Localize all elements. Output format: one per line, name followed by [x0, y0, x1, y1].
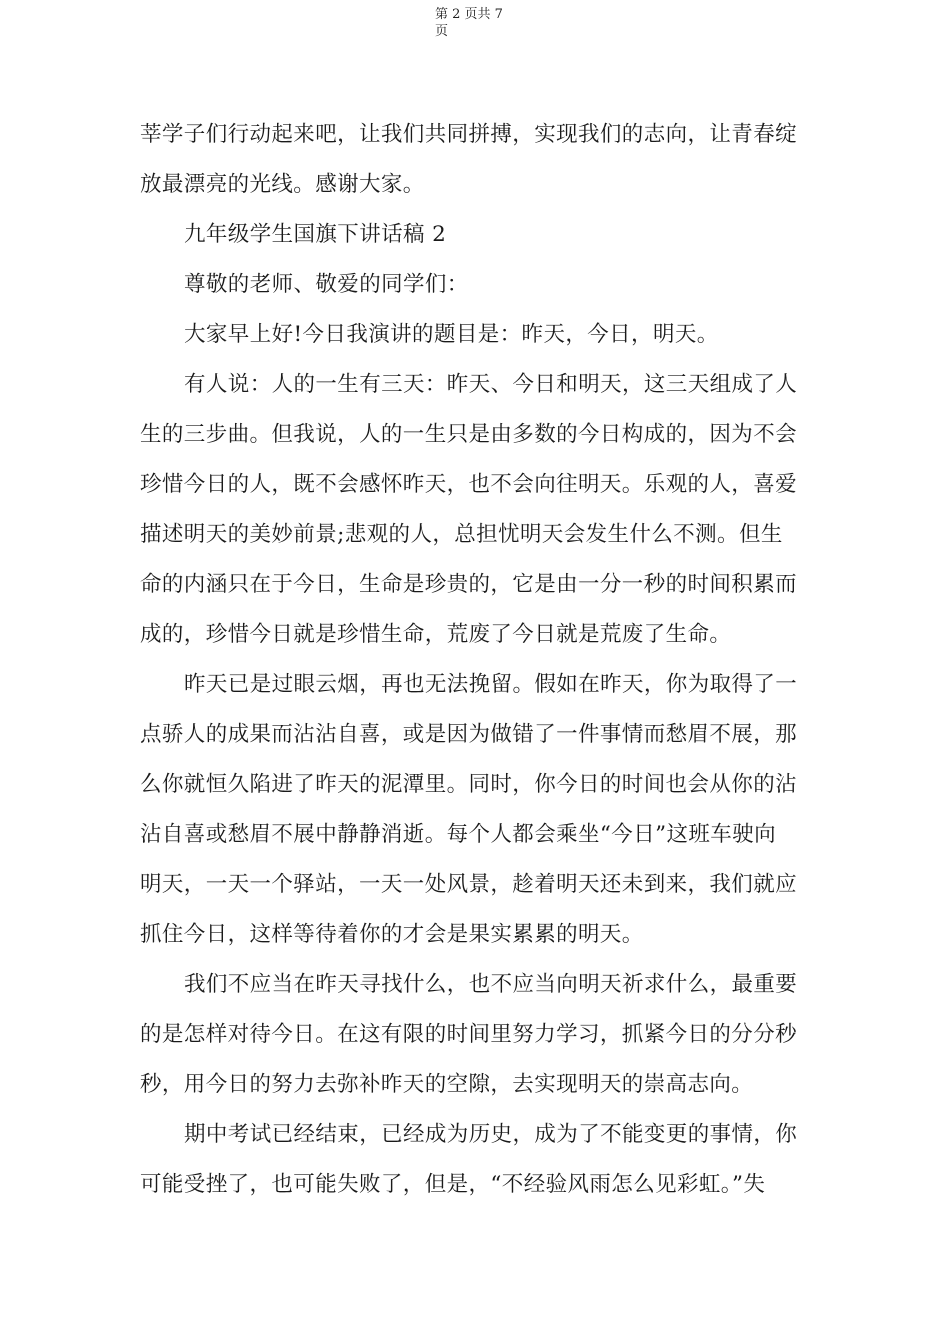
- paragraph-start: 期中考试已经结束，已经成为历史，成为了不能变更的事情，你: [184, 1122, 798, 1147]
- text-line: 描述明天的美妙前景;悲观的人，总担忧明天会发生什么不测。但生: [140, 522, 783, 547]
- paragraph-start: 我们不应当在昨天寻找什么，也不应当向明天祈求什么，最重要: [184, 972, 798, 997]
- paragraph-start: 昨天已是过眼云烟，再也无法挽留。假如在昨天，你为取得了一: [184, 672, 798, 697]
- text-line: 点骄人的成果而沾沾自喜，或是因为做错了一件事情而愁眉不展，那: [140, 722, 798, 747]
- text-line: 命的内涵只在于今日，生命是珍贵的，它是由一分一秒的时间积累而: [140, 572, 798, 597]
- text-line: 放最漂亮的光线。感谢大家。: [140, 172, 425, 197]
- page-indicator-line2: 页: [435, 24, 449, 39]
- text-line: 成的，珍惜今日就是珍惜生命，荒废了今日就是荒废了生命。: [140, 622, 732, 647]
- text-line: 明天，一天一个驿站，一天一处风景，趁着明天还未到来，我们就应: [140, 872, 798, 897]
- text-line: 可能受挫了，也可能失败了，但是，“不经验风雨怎么见彩虹。”失: [140, 1172, 766, 1197]
- text-line: 抓住今日，这样等待着你的才会是果实累累的明天。: [140, 922, 644, 947]
- text-line: 沾自喜或愁眉不展中静静消逝。每个人都会乘坐“今日”这班车驶向: [140, 822, 776, 847]
- section-heading: 九年级学生国旗下讲话稿 2: [184, 222, 447, 247]
- salutation: 尊敬的老师、敬爱的同学们：: [184, 272, 469, 297]
- text-line: 珍惜今日的人，既不会感怀昨天，也不会向往明天。乐观的人，喜爱: [140, 472, 798, 497]
- text-line: 的是怎样对待今日。在这有限的时间里努力学习，抓紧今日的分分秒: [140, 1022, 798, 1047]
- page-indicator: [435, 6, 515, 40]
- text-line: 大家早上好!今日我演讲的题目是：昨天，今日，明天。: [184, 322, 719, 347]
- page-indicator-line1: 第 2 页共 7: [435, 7, 503, 22]
- text-line: 莘学子们行动起来吧，让我们共同拼搏，实现我们的志向，让青春绽: [140, 122, 798, 147]
- text-line: 生的三步曲。但我说，人的一生只是由多数的今日构成的，因为不会: [140, 422, 798, 447]
- text-line: 么你就恒久陷进了昨天的泥潭里。同时，你今日的时间也会从你的沾: [140, 772, 798, 797]
- paragraph-start: 有人说：人的一生有三天：昨天、今日和明天，这三天组成了人: [184, 372, 798, 397]
- text-line: 秒，用今日的努力去弥补昨天的空隙，去实现明天的崇高志向。: [140, 1072, 754, 1097]
- document-body: [140, 110, 820, 1210]
